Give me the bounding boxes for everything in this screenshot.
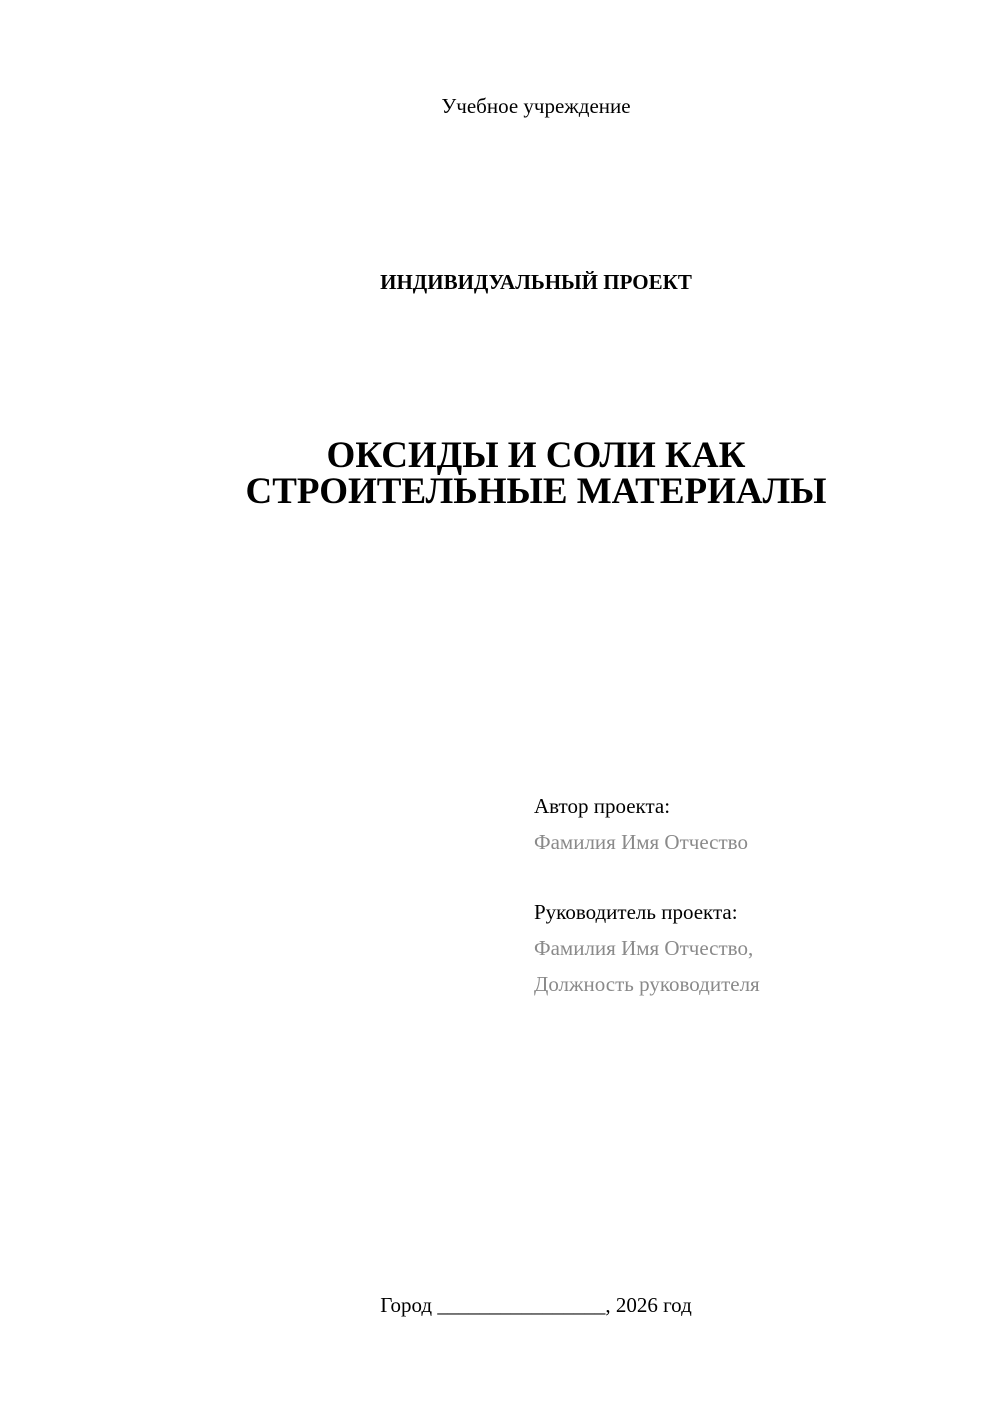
supervisor-label: Руководитель проекта: — [534, 900, 738, 924]
document-type: ИНДИВИДУАЛЬНЫЙ ПРОЕКТ — [380, 270, 692, 294]
info-spacer — [534, 860, 760, 894]
project-title-line-2: СТРОИТЕЛЬНЫЕ МАТЕРИАЛЫ — [245, 471, 827, 512]
project-info-block — [534, 788, 760, 1002]
project-title — [0, 435, 1000, 512]
author-name: Фамилия Имя Отчество — [534, 830, 748, 854]
supervisor-name: Фамилия Имя Отчество, — [534, 936, 754, 960]
supervisor-position: Должность руководителя — [534, 972, 760, 996]
author-label: Автор проекта: — [534, 794, 671, 818]
city-year-line: Город ________________, 2026 год — [380, 1293, 692, 1317]
institution-name: Учебное учреждение — [441, 94, 631, 118]
project-title-line-1: ОКСИДЫ И СОЛИ КАК — [326, 435, 746, 476]
